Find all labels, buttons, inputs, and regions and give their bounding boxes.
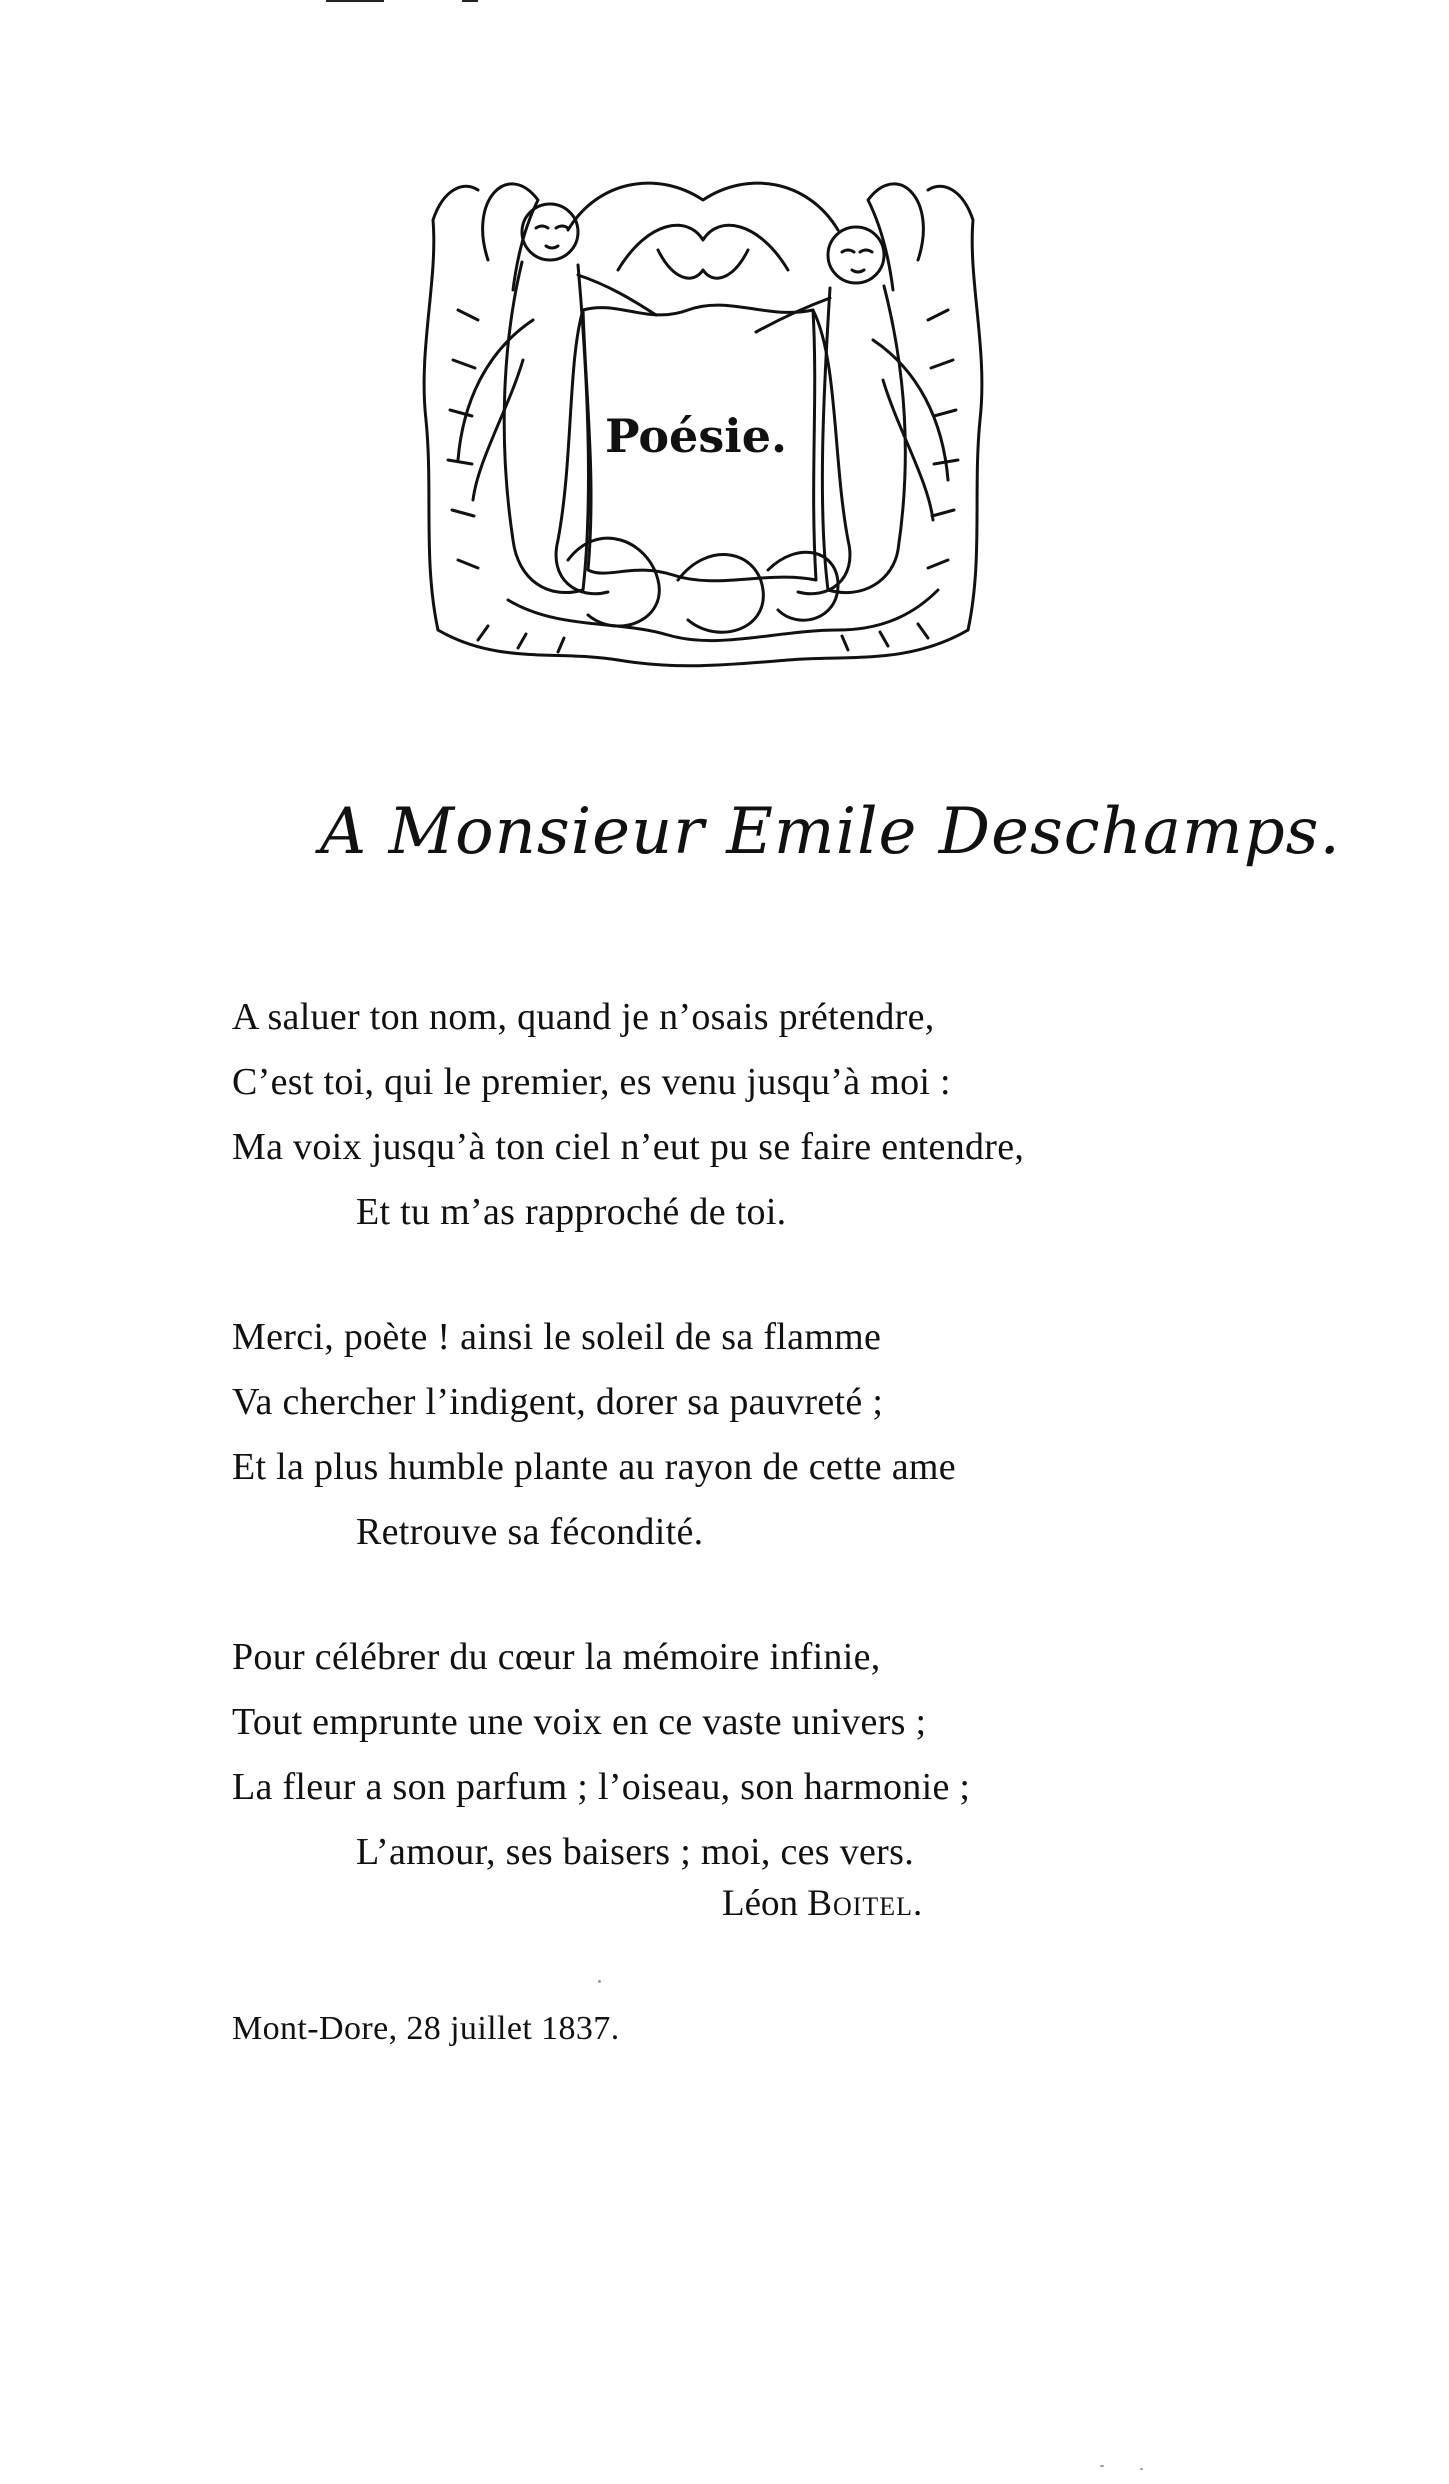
poem-line: C’est toi, qui le premier, es venu jusqu’à moi : [232,1061,951,1103]
poem-line-indented: Et tu m’as rapproché de toi. [356,1191,787,1233]
poem-line: Va chercher l’indigent, dorer sa pauvreté ; [232,1381,884,1423]
stanza-1 [232,985,1232,1245]
poem-line-indented: L’amour, ses baisers ; moi, ces vers. [356,1831,914,1873]
author-signature [722,1882,923,1925]
poem-line: Merci, poète ! ainsi le soleil de sa flamme [232,1316,882,1358]
poesie-vignette-illustration [418,160,988,670]
poem-line: Tout emprunte une voix en ce vaste univers ; [232,1701,927,1743]
poem-line: Ma voix jusqu’à ton ciel n’eut pu se faire entendre, [232,1126,1025,1168]
paper-speck [598,1980,601,1983]
dedication-heading: A Monsieur Emile Deschamps. [320,795,1341,869]
top-rule-right [462,0,478,2]
place-date-line: Mont-Dore, 28 juillet 1837. [232,2010,620,2047]
author-first-name: Léon [722,1883,799,1924]
paper-speck [1140,2468,1143,2470]
stanza-3 [232,1625,1232,1885]
poem-line: La fleur a son parfum ; l’oiseau, son harmonie ; [232,1766,971,1808]
poem-line-indented: Retrouve sa fécondité. [356,1511,704,1553]
top-rule-left [326,0,384,2]
paper-speck [1100,2465,1104,2467]
poem-line: Et la plus humble plante au rayon de cette ame [232,1446,956,1488]
poem-line: A saluer ton nom, quand je n’osais prétendre, [232,996,935,1038]
author-last-name: Boitel. [807,1883,924,1924]
stanza-2 [232,1305,1232,1565]
poem [232,985,1232,1945]
vignette-title: Poésie. [605,409,787,463]
poem-line: Pour célébrer du cœur la mémoire infinie, [232,1636,881,1678]
